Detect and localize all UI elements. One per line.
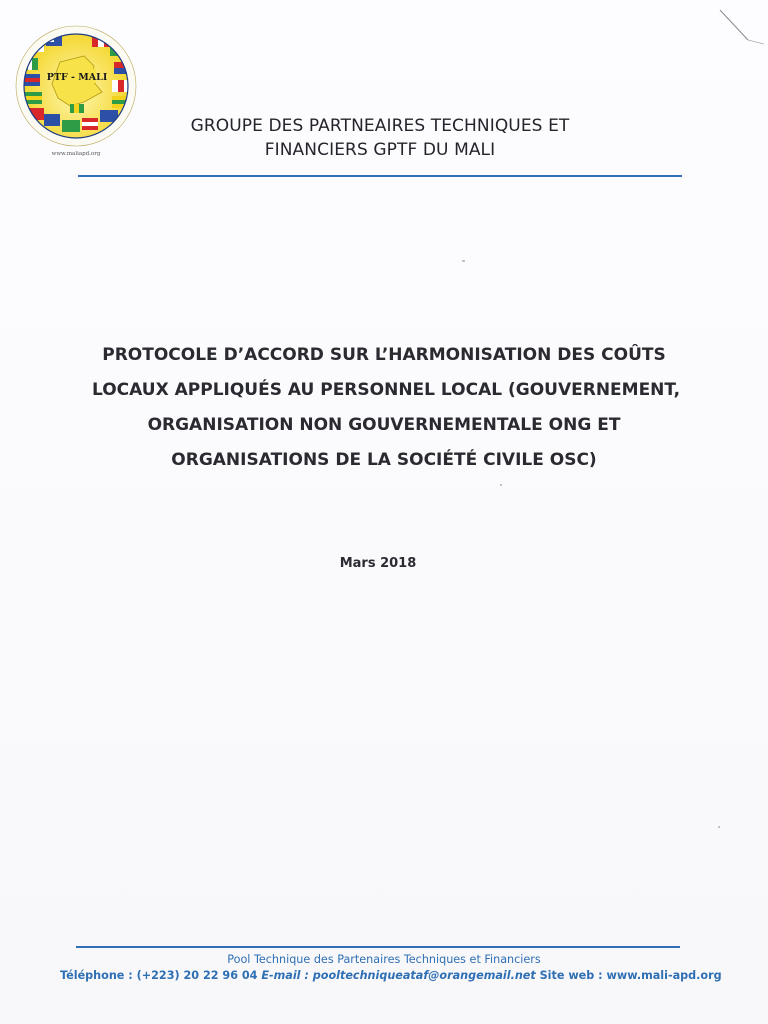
- ptf-mali-logo: [14, 22, 138, 162]
- web-address: www.mali-apd.org: [606, 969, 722, 982]
- logo-site-text: www.maliapd.org: [51, 151, 101, 157]
- organization-header: [150, 114, 610, 162]
- phone-number: (+223) 20 22 96 04: [136, 969, 258, 982]
- email-address: pooltechniqueataf@orangemail.net: [312, 969, 536, 982]
- document-title: [92, 338, 681, 478]
- globe-flags-icon: [14, 22, 138, 162]
- phone-label: Téléphone :: [60, 969, 137, 982]
- title-line-1: PROTOCOLE D’ACCORD SUR L’HARMONISATION DES COÛTS: [102, 345, 666, 365]
- scan-speck: [500, 484, 502, 486]
- scan-speck: [462, 260, 465, 262]
- web-label: Site web :: [535, 969, 607, 982]
- footer-contact-line: [60, 968, 722, 984]
- header-divider: [78, 175, 682, 177]
- logo-center-text: PTF - MALI: [46, 72, 108, 83]
- footer-org-line: Pool Technique des Partenaires Techniques et Financiers: [227, 953, 541, 966]
- title-line-4: ORGANISATIONS DE LA SOCIÉTÉ CIVILE OSC): [171, 450, 597, 470]
- document-date: Mars 2018: [339, 556, 417, 571]
- email-label: E-mail :: [257, 969, 313, 982]
- header-line-2: FINANCIERS GPTF DU MALI: [264, 140, 496, 160]
- title-line-2: LOCAUX APPLIQUÉS AU PERSONNEL LOCAL (GOUVERNEMENT,: [92, 380, 681, 400]
- footer-divider: [76, 946, 680, 948]
- scan-speck: [718, 826, 720, 828]
- page-corner-fold: [708, 0, 768, 60]
- header-line-1: GROUPE DES PARTNEAIRES TECHNIQUES ET: [190, 116, 570, 136]
- footer: [60, 952, 722, 984]
- title-line-3: ORGANISATION NON GOUVERNEMENTALE ONG ET: [147, 415, 621, 435]
